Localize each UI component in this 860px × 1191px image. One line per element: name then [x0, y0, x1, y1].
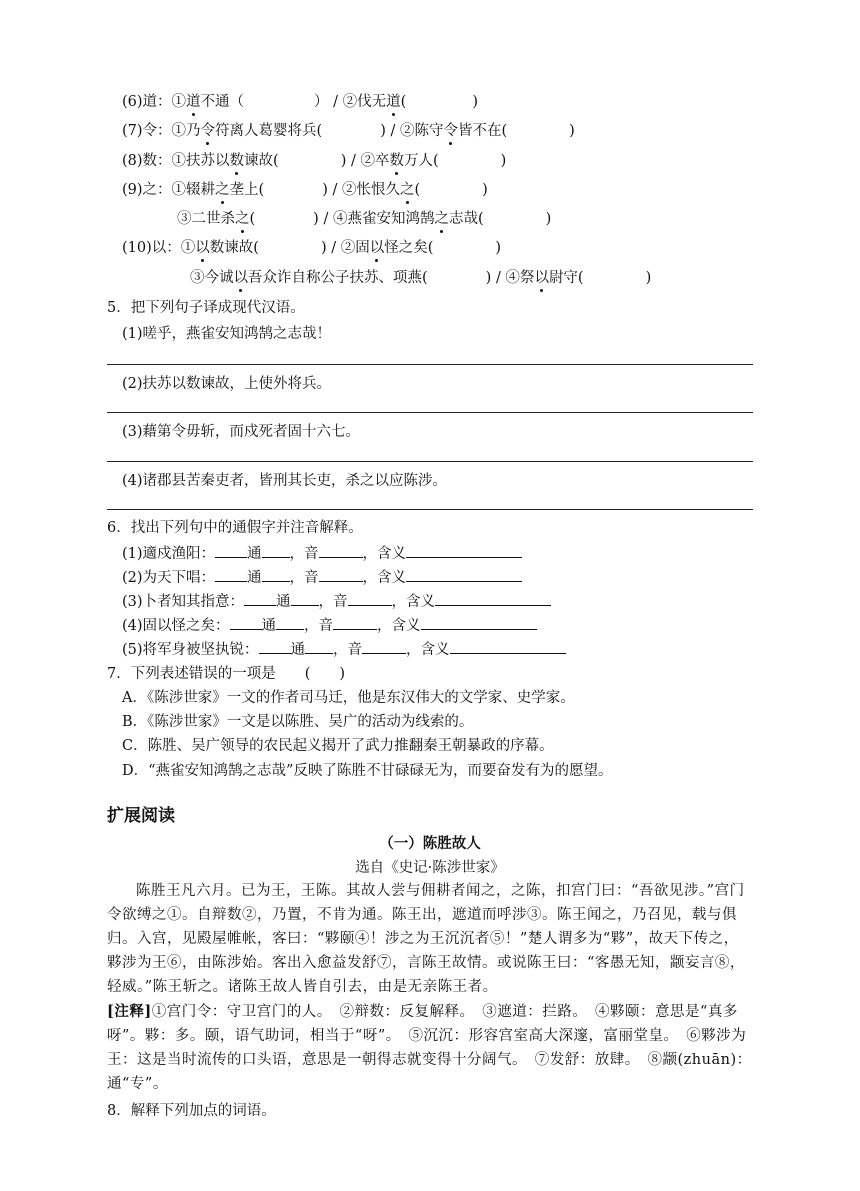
blank[interactable]: [276, 615, 304, 630]
q6-item-2: (2)为天下唱： 通 ，音 ，含义: [122, 567, 522, 588]
q4-row-10a: (10)以：①以数谏故( ) / ②固以怪之矣( ): [122, 240, 502, 256]
notes-label: [注释]: [107, 1003, 152, 1020]
dotted-char: 以: [534, 270, 549, 286]
dotted-char: 之: [235, 211, 250, 227]
blank[interactable]: [244, 591, 276, 606]
q4-row-8: (8)数：①扶苏以数谏故( ) / ②卒数万人( ): [122, 153, 507, 169]
q4-row-6: (6)道：①道不通（ ） / ②伐无道( ): [122, 94, 478, 110]
row-label: (9)之：: [122, 182, 172, 198]
dotted-char: 令: [200, 123, 216, 139]
blank[interactable]: [319, 543, 363, 558]
answer-line[interactable]: [107, 412, 753, 413]
blank[interactable]: [406, 567, 522, 582]
dotted-char: 以: [233, 270, 248, 286]
blank[interactable]: [262, 543, 290, 558]
q7-title: 7．下列表述错误的一项是 ( ): [107, 666, 346, 682]
q5-item-3: (3)藉第令毋斩，而戍死者固十六七。: [122, 424, 361, 440]
dotted-char: 以: [369, 240, 385, 256]
blank[interactable]: [215, 567, 247, 582]
blank[interactable]: [348, 591, 392, 606]
row-label: (6)道：: [122, 94, 172, 110]
dotted-char: 数: [229, 153, 245, 169]
dotted-char: 以: [195, 240, 210, 256]
blank[interactable]: [421, 615, 537, 630]
blank[interactable]: [450, 639, 566, 654]
blank[interactable]: [406, 543, 522, 558]
section-heading: 扩展阅读: [107, 806, 175, 826]
row-label: (8)数：: [122, 153, 172, 169]
blank[interactable]: [215, 543, 247, 558]
passage-text: 陈胜王凡六月。已为王，王陈。其故人尝与佣耕者闻之，之陈，扣宫门曰：“吾欲见涉。”宫门令欲缚之①。自辩数②，乃置，不肯为通。陈王出，遮道而呼涉③。陈王闻之，乃召见，载与俱归。入宫，见殿屋帷帐，客曰：“夥颐④！涉之为王沉沉者⑤！”楚人谓多为“夥”，故天下传之，夥涉为王⑥，由陈涉始。客出入愈益发舒⑦，言陈王故情。或说陈王曰：“客愚无知，颛妄言⑧，轻威。”陈王斩之。诸陈王故人皆自引去，由是无亲陈王者。: [107, 883, 745, 995]
q4-row-7: (7)令：①乃令符离人葛婴将兵( ) / ②陈守令皆不在( ): [122, 123, 575, 139]
dotted-char: 数: [389, 153, 404, 169]
blank[interactable]: [262, 567, 290, 582]
blank[interactable]: [435, 591, 551, 606]
q6-item-4: (4)固以怪之矣： 通 ，音 ，含义: [122, 615, 537, 636]
dotted-char: 令: [443, 123, 458, 139]
q5-title: 5．把下列句子译成现代汉语。: [107, 300, 305, 316]
dotted-char: 道: [186, 94, 201, 110]
q8-title: 8．解释下列加点的词语。: [107, 1103, 276, 1119]
q7-option-b[interactable]: B．《陈涉世家》一文是以陈胜、吴广的活动为线索的。: [122, 714, 474, 730]
q7-option-c[interactable]: C．陈胜、吴广领导的农民起义揭开了武力推翻秦王朝暴政的序幕。: [122, 738, 554, 754]
q7-option-d[interactable]: D．“燕雀安知鸿鹄之志哉”反映了陈胜不甘碌碌无为，而要奋发有为的愿望。: [122, 763, 613, 779]
q6-item-3: (3)卜者知其指意： 通 ，音 ，含义: [122, 591, 551, 612]
blank[interactable]: [305, 639, 333, 654]
blank[interactable]: [259, 639, 291, 654]
q6-item-1: (1)適戍渔阳： 通 ，音 ，含义: [122, 543, 522, 564]
dotted-char: 之: [434, 211, 449, 227]
q5-item-2: (2)扶苏以数谏故，上使外将兵。: [122, 376, 332, 392]
row-label: (10)以：: [122, 240, 181, 256]
q4-row-9b: ③二世杀之( ) / ④燕雀安知鸿鹄之志哉( ): [177, 211, 552, 227]
passage-title: （一）陈胜故人: [379, 835, 481, 852]
q5-item-4: (4)诸郡县苦秦吏者，皆刑其长吏，杀之以应陈涉。: [122, 473, 448, 489]
blank[interactable]: [362, 639, 406, 654]
dotted-char: 之: [400, 182, 415, 198]
blank[interactable]: [333, 615, 377, 630]
q7-option-a[interactable]: A．《陈涉世家》一文的作者司马迁，他是东汉伟大的文学家、史学家。: [122, 690, 575, 706]
passage-source: 选自《史记·陈涉世家》: [355, 860, 505, 876]
q6-title: 6．找出下列句中的通假字并注音解释。: [107, 520, 363, 536]
q4-row-9a: (9)之：①辍耕之垄上( ) / ②怅恨久之( ): [122, 182, 488, 198]
row-label: (7)令：: [122, 123, 172, 139]
notes: [107, 1000, 753, 1096]
blank[interactable]: [319, 567, 363, 582]
q5-item-1: (1)嗟乎，燕雀安知鸿鹄之志哉！: [122, 326, 332, 342]
answer-line[interactable]: [107, 509, 753, 510]
dotted-char: 之: [215, 182, 230, 198]
q4-row-10b: ③今诚以吾众诈自称公子扶苏、项燕( ) / ④祭以尉守( ): [190, 270, 652, 286]
answer-line[interactable]: [107, 364, 753, 365]
q6-item-5: (5)将军身被坚执锐： 通 ，音 ，含义: [122, 639, 566, 660]
blank[interactable]: [230, 615, 262, 630]
answer-line[interactable]: [107, 461, 753, 462]
notes-text: ①宫门令：守卫宫门的人。 ②辩数：反复解释。 ③遮道：拦路。 ④夥颐：意思是“真多呀”。夥：多。颐，语气助词，相当于“呀”。 ⑤沉沉：形容宫室高大深邃，富丽堂皇。 ⑥夥涉为王：这是当时流传的口头语，意思是一朝得志就变得十分阔气。 ⑦发舒：放肆。 ⑧颛(zhuān)：通“专”。: [107, 1004, 752, 1092]
dotted-char: 道: [386, 94, 401, 110]
blank[interactable]: [291, 591, 319, 606]
